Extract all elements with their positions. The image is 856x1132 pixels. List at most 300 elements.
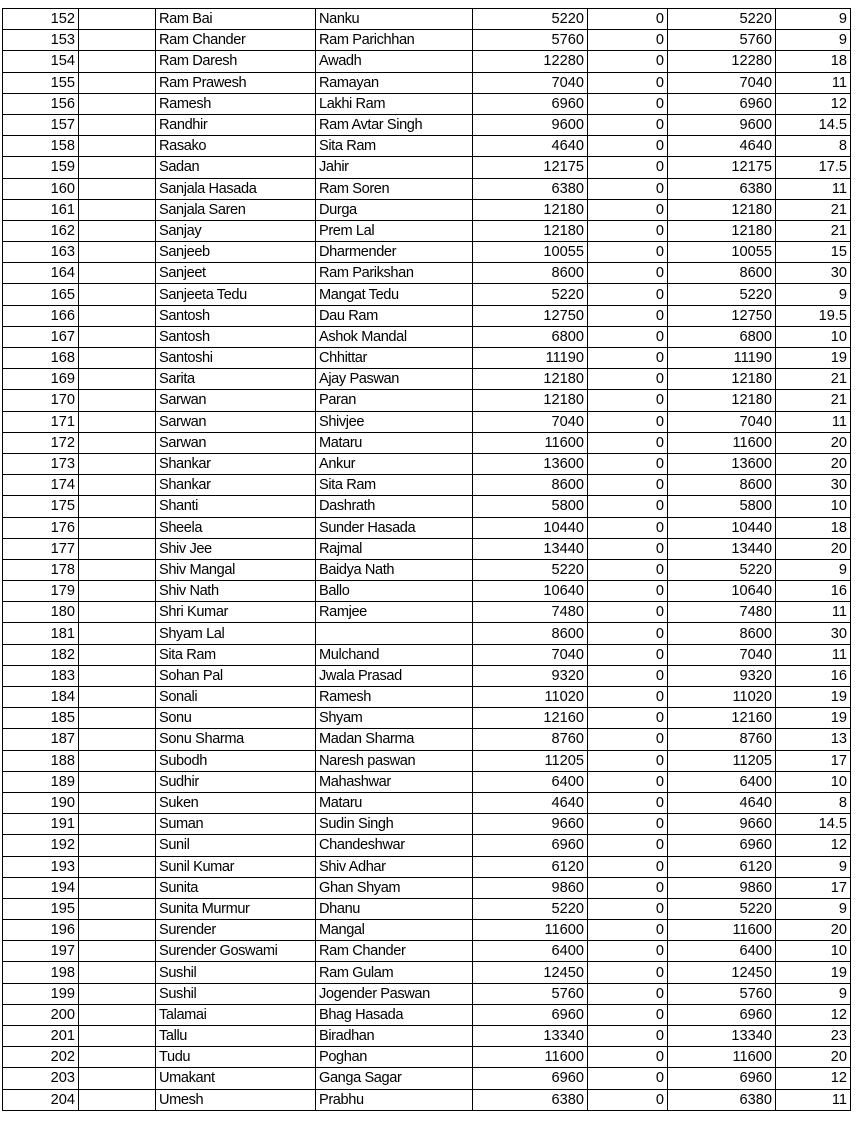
name-cell: Sanjeet <box>156 263 316 284</box>
father-name-cell: Ghan Shyam <box>316 877 473 898</box>
serial-no-cell: 184 <box>3 687 79 708</box>
father-name-cell: Mataru <box>316 432 473 453</box>
amount-cell: 9660 <box>473 814 588 835</box>
serial-no-cell: 203 <box>3 1068 79 1089</box>
table-row <box>3 326 851 347</box>
serial-no-cell: 192 <box>3 835 79 856</box>
table-row <box>3 517 851 538</box>
days-cell: 11 <box>776 178 851 199</box>
father-name-cell: Mataru <box>316 792 473 813</box>
table-row <box>3 30 851 51</box>
name-cell: Sarwan <box>156 432 316 453</box>
table-row <box>3 199 851 220</box>
days-cell: 9 <box>776 856 851 877</box>
table-row <box>3 390 851 411</box>
amount-cell: 12180 <box>473 369 588 390</box>
amount-cell: 12750 <box>473 305 588 326</box>
table-row <box>3 369 851 390</box>
blank-cell <box>79 136 156 157</box>
days-cell: 19 <box>776 348 851 369</box>
deduction-cell: 0 <box>588 157 668 178</box>
table-row <box>3 496 851 517</box>
name-cell: Tallu <box>156 1026 316 1047</box>
deduction-cell: 0 <box>588 1089 668 1110</box>
blank-cell <box>79 1068 156 1089</box>
blank-cell <box>79 263 156 284</box>
serial-no-cell: 187 <box>3 729 79 750</box>
table-body <box>3 9 851 1111</box>
net-amount-cell: 7040 <box>668 72 776 93</box>
blank-cell <box>79 517 156 538</box>
name-cell: Sonu <box>156 708 316 729</box>
days-cell: 10 <box>776 326 851 347</box>
days-cell: 16 <box>776 581 851 602</box>
days-cell: 9 <box>776 559 851 580</box>
days-cell: 8 <box>776 136 851 157</box>
blank-cell <box>79 941 156 962</box>
deduction-cell: 0 <box>588 114 668 135</box>
name-cell: Sunil <box>156 835 316 856</box>
amount-cell: 12450 <box>473 962 588 983</box>
amount-cell: 7040 <box>473 411 588 432</box>
name-cell: Sonali <box>156 687 316 708</box>
amount-cell: 12175 <box>473 157 588 178</box>
net-amount-cell: 5760 <box>668 983 776 1004</box>
deduction-cell: 0 <box>588 644 668 665</box>
blank-cell <box>79 792 156 813</box>
amount-cell: 8760 <box>473 729 588 750</box>
blank-cell <box>79 898 156 919</box>
father-name-cell: Shiv Adhar <box>316 856 473 877</box>
name-cell: Sunita Murmur <box>156 898 316 919</box>
serial-no-cell: 180 <box>3 602 79 623</box>
net-amount-cell: 6800 <box>668 326 776 347</box>
blank-cell <box>79 687 156 708</box>
table-row <box>3 729 851 750</box>
amount-cell: 6400 <box>473 941 588 962</box>
deduction-cell: 0 <box>588 962 668 983</box>
days-cell: 19.5 <box>776 305 851 326</box>
amount-cell: 8600 <box>473 623 588 644</box>
deduction-cell: 0 <box>588 708 668 729</box>
serial-no-cell: 188 <box>3 750 79 771</box>
blank-cell <box>79 305 156 326</box>
net-amount-cell: 6960 <box>668 1004 776 1025</box>
net-amount-cell: 12180 <box>668 220 776 241</box>
deduction-cell: 0 <box>588 284 668 305</box>
father-name-cell: Rajmal <box>316 538 473 559</box>
days-cell: 9 <box>776 9 851 30</box>
net-amount-cell: 6380 <box>668 178 776 199</box>
deduction-cell: 0 <box>588 602 668 623</box>
amount-cell: 11600 <box>473 920 588 941</box>
blank-cell <box>79 920 156 941</box>
table-row <box>3 962 851 983</box>
deduction-cell: 0 <box>588 136 668 157</box>
amount-cell: 5760 <box>473 30 588 51</box>
amount-cell: 12280 <box>473 51 588 72</box>
father-name-cell: Poghan <box>316 1047 473 1068</box>
net-amount-cell: 4640 <box>668 136 776 157</box>
name-cell: Rasako <box>156 136 316 157</box>
deduction-cell: 0 <box>588 305 668 326</box>
days-cell: 12 <box>776 93 851 114</box>
name-cell: Surender Goswami <box>156 941 316 962</box>
name-cell: Umakant <box>156 1068 316 1089</box>
table-row <box>3 178 851 199</box>
net-amount-cell: 8600 <box>668 475 776 496</box>
table-row <box>3 1004 851 1025</box>
name-cell: Surender <box>156 920 316 941</box>
name-cell: Randhir <box>156 114 316 135</box>
blank-cell <box>79 538 156 559</box>
amount-cell: 10440 <box>473 517 588 538</box>
father-name-cell: Naresh paswan <box>316 750 473 771</box>
serial-no-cell: 193 <box>3 856 79 877</box>
days-cell: 9 <box>776 898 851 919</box>
name-cell: Shyam Lal <box>156 623 316 644</box>
days-cell: 30 <box>776 475 851 496</box>
serial-no-cell: 161 <box>3 199 79 220</box>
deduction-cell: 0 <box>588 538 668 559</box>
amount-cell: 6960 <box>473 93 588 114</box>
name-cell: Sunil Kumar <box>156 856 316 877</box>
amount-cell: 11190 <box>473 348 588 369</box>
serial-no-cell: 185 <box>3 708 79 729</box>
serial-no-cell: 195 <box>3 898 79 919</box>
name-cell: Umesh <box>156 1089 316 1110</box>
father-name-cell: Sita Ram <box>316 475 473 496</box>
table-row <box>3 623 851 644</box>
blank-cell <box>79 665 156 686</box>
blank-cell <box>79 284 156 305</box>
deduction-cell: 0 <box>588 263 668 284</box>
days-cell: 23 <box>776 1026 851 1047</box>
blank-cell <box>79 432 156 453</box>
father-name-cell: Awadh <box>316 51 473 72</box>
blank-cell <box>79 581 156 602</box>
father-name-cell: Shyam <box>316 708 473 729</box>
amount-cell: 12180 <box>473 220 588 241</box>
table-row <box>3 920 851 941</box>
serial-no-cell: 196 <box>3 920 79 941</box>
amount-cell: 6960 <box>473 835 588 856</box>
serial-no-cell: 167 <box>3 326 79 347</box>
days-cell: 10 <box>776 771 851 792</box>
serial-no-cell: 164 <box>3 263 79 284</box>
father-name-cell: Prabhu <box>316 1089 473 1110</box>
father-name-cell: Ramesh <box>316 687 473 708</box>
days-cell: 12 <box>776 1004 851 1025</box>
blank-cell <box>79 602 156 623</box>
table-row <box>3 538 851 559</box>
deduction-cell: 0 <box>588 369 668 390</box>
deduction-cell: 0 <box>588 750 668 771</box>
blank-cell <box>79 326 156 347</box>
days-cell: 17.5 <box>776 157 851 178</box>
serial-no-cell: 155 <box>3 72 79 93</box>
table-row <box>3 1068 851 1089</box>
table-row <box>3 242 851 263</box>
name-cell: Suman <box>156 814 316 835</box>
days-cell: 20 <box>776 432 851 453</box>
blank-cell <box>79 453 156 474</box>
table-row <box>3 93 851 114</box>
name-cell: Ram Daresh <box>156 51 316 72</box>
serial-no-cell: 169 <box>3 369 79 390</box>
net-amount-cell: 6960 <box>668 1068 776 1089</box>
deduction-cell: 0 <box>588 517 668 538</box>
name-cell: Shanti <box>156 496 316 517</box>
father-name-cell: Dharmender <box>316 242 473 263</box>
table-row <box>3 51 851 72</box>
blank-cell <box>79 729 156 750</box>
blank-cell <box>79 30 156 51</box>
serial-no-cell: 197 <box>3 941 79 962</box>
amount-cell: 13340 <box>473 1026 588 1047</box>
amount-cell: 6380 <box>473 178 588 199</box>
serial-no-cell: 178 <box>3 559 79 580</box>
deduction-cell: 0 <box>588 920 668 941</box>
net-amount-cell: 12180 <box>668 199 776 220</box>
net-amount-cell: 6400 <box>668 771 776 792</box>
deduction-cell: 0 <box>588 1004 668 1025</box>
serial-no-cell: 174 <box>3 475 79 496</box>
father-name-cell: Biradhan <box>316 1026 473 1047</box>
deduction-cell: 0 <box>588 983 668 1004</box>
father-name-cell: Jogender Paswan <box>316 983 473 1004</box>
days-cell: 30 <box>776 263 851 284</box>
amount-cell: 9860 <box>473 877 588 898</box>
days-cell: 19 <box>776 687 851 708</box>
days-cell: 8 <box>776 792 851 813</box>
table-row <box>3 263 851 284</box>
father-name-cell: Dau Ram <box>316 305 473 326</box>
table-row <box>3 814 851 835</box>
blank-cell <box>79 496 156 517</box>
amount-cell: 5220 <box>473 284 588 305</box>
deduction-cell: 0 <box>588 729 668 750</box>
serial-no-cell: 156 <box>3 93 79 114</box>
amount-cell: 5220 <box>473 559 588 580</box>
name-cell: Santosh <box>156 326 316 347</box>
name-cell: Ram Chander <box>156 30 316 51</box>
deduction-cell: 0 <box>588 814 668 835</box>
serial-no-cell: 204 <box>3 1089 79 1110</box>
days-cell: 14.5 <box>776 814 851 835</box>
amount-cell: 11600 <box>473 1047 588 1068</box>
serial-no-cell: 160 <box>3 178 79 199</box>
amount-cell: 6400 <box>473 771 588 792</box>
deduction-cell: 0 <box>588 835 668 856</box>
serial-no-cell: 165 <box>3 284 79 305</box>
net-amount-cell: 10055 <box>668 242 776 263</box>
days-cell: 18 <box>776 51 851 72</box>
name-cell: Sunita <box>156 877 316 898</box>
net-amount-cell: 5220 <box>668 9 776 30</box>
serial-no-cell: 198 <box>3 962 79 983</box>
days-cell: 13 <box>776 729 851 750</box>
net-amount-cell: 8600 <box>668 623 776 644</box>
net-amount-cell: 6120 <box>668 856 776 877</box>
blank-cell <box>79 348 156 369</box>
deduction-cell: 0 <box>588 665 668 686</box>
deduction-cell: 0 <box>588 581 668 602</box>
serial-no-cell: 158 <box>3 136 79 157</box>
table-row <box>3 665 851 686</box>
blank-cell <box>79 390 156 411</box>
father-name-cell: Paran <box>316 390 473 411</box>
blank-cell <box>79 644 156 665</box>
blank-cell <box>79 93 156 114</box>
amount-cell: 7480 <box>473 602 588 623</box>
serial-no-cell: 189 <box>3 771 79 792</box>
table-row <box>3 1047 851 1068</box>
deduction-cell: 0 <box>588 93 668 114</box>
net-amount-cell: 9660 <box>668 814 776 835</box>
days-cell: 9 <box>776 284 851 305</box>
days-cell: 11 <box>776 72 851 93</box>
deduction-cell: 0 <box>588 199 668 220</box>
net-amount-cell: 7040 <box>668 644 776 665</box>
net-amount-cell: 13600 <box>668 453 776 474</box>
deduction-cell: 0 <box>588 877 668 898</box>
net-amount-cell: 5760 <box>668 30 776 51</box>
days-cell: 19 <box>776 962 851 983</box>
blank-cell <box>79 1047 156 1068</box>
table-row <box>3 750 851 771</box>
name-cell: Suken <box>156 792 316 813</box>
name-cell: Sushil <box>156 983 316 1004</box>
amount-cell: 6800 <box>473 326 588 347</box>
deduction-cell: 0 <box>588 220 668 241</box>
net-amount-cell: 4640 <box>668 792 776 813</box>
blank-cell <box>79 708 156 729</box>
deduction-cell: 0 <box>588 475 668 496</box>
amount-cell: 11020 <box>473 687 588 708</box>
blank-cell <box>79 983 156 1004</box>
net-amount-cell: 6960 <box>668 835 776 856</box>
serial-no-cell: 159 <box>3 157 79 178</box>
table-row <box>3 708 851 729</box>
table-row <box>3 559 851 580</box>
blank-cell <box>79 1004 156 1025</box>
father-name-cell: Sita Ram <box>316 136 473 157</box>
name-cell: Sadan <box>156 157 316 178</box>
days-cell: 18 <box>776 517 851 538</box>
blank-cell <box>79 559 156 580</box>
net-amount-cell: 6400 <box>668 941 776 962</box>
father-name-cell: Jwala Prasad <box>316 665 473 686</box>
serial-no-cell: 173 <box>3 453 79 474</box>
net-amount-cell: 11020 <box>668 687 776 708</box>
net-amount-cell: 11600 <box>668 432 776 453</box>
name-cell: Ram Prawesh <box>156 72 316 93</box>
serial-no-cell: 171 <box>3 411 79 432</box>
name-cell: Santoshi <box>156 348 316 369</box>
deduction-cell: 0 <box>588 856 668 877</box>
blank-cell <box>79 199 156 220</box>
name-cell: Sanjala Hasada <box>156 178 316 199</box>
net-amount-cell: 12175 <box>668 157 776 178</box>
deduction-cell: 0 <box>588 411 668 432</box>
table-row <box>3 581 851 602</box>
days-cell: 19 <box>776 708 851 729</box>
amount-cell: 13440 <box>473 538 588 559</box>
deduction-cell: 0 <box>588 432 668 453</box>
name-cell: Shiv Jee <box>156 538 316 559</box>
table-row <box>3 1089 851 1110</box>
table-row <box>3 136 851 157</box>
father-name-cell: Lakhi Ram <box>316 93 473 114</box>
days-cell: 12 <box>776 835 851 856</box>
deduction-cell: 0 <box>588 559 668 580</box>
blank-cell <box>79 1026 156 1047</box>
days-cell: 17 <box>776 877 851 898</box>
name-cell: Sudhir <box>156 771 316 792</box>
blank-cell <box>79 369 156 390</box>
name-cell: Sarwan <box>156 411 316 432</box>
blank-cell <box>79 623 156 644</box>
days-cell: 21 <box>776 199 851 220</box>
days-cell: 20 <box>776 920 851 941</box>
amount-cell: 5220 <box>473 898 588 919</box>
net-amount-cell: 5220 <box>668 559 776 580</box>
name-cell: Shankar <box>156 453 316 474</box>
name-cell: Santosh <box>156 305 316 326</box>
amount-cell: 6380 <box>473 1089 588 1110</box>
serial-no-cell: 177 <box>3 538 79 559</box>
table-row <box>3 941 851 962</box>
father-name-cell: Shivjee <box>316 411 473 432</box>
serial-no-cell: 172 <box>3 432 79 453</box>
father-name-cell: Prem Lal <box>316 220 473 241</box>
blank-cell <box>79 72 156 93</box>
table-row <box>3 453 851 474</box>
father-name-cell: Mangal <box>316 920 473 941</box>
table-row <box>3 856 851 877</box>
deduction-cell: 0 <box>588 792 668 813</box>
blank-cell <box>79 814 156 835</box>
table-row <box>3 348 851 369</box>
serial-no-cell: 154 <box>3 51 79 72</box>
deduction-cell: 0 <box>588 30 668 51</box>
name-cell: Sarwan <box>156 390 316 411</box>
blank-cell <box>79 178 156 199</box>
name-cell: Ramesh <box>156 93 316 114</box>
data-table <box>2 8 851 1111</box>
amount-cell: 5220 <box>473 9 588 30</box>
table-row <box>3 771 851 792</box>
days-cell: 9 <box>776 30 851 51</box>
net-amount-cell: 12180 <box>668 369 776 390</box>
days-cell: 12 <box>776 1068 851 1089</box>
deduction-cell: 0 <box>588 941 668 962</box>
days-cell: 9 <box>776 983 851 1004</box>
name-cell: Sheela <box>156 517 316 538</box>
serial-no-cell: 163 <box>3 242 79 263</box>
days-cell: 14.5 <box>776 114 851 135</box>
net-amount-cell: 12160 <box>668 708 776 729</box>
father-name-cell: Dhanu <box>316 898 473 919</box>
days-cell: 30 <box>776 623 851 644</box>
days-cell: 21 <box>776 369 851 390</box>
father-name-cell: Ajay Paswan <box>316 369 473 390</box>
father-name-cell: Mulchand <box>316 644 473 665</box>
amount-cell: 6120 <box>473 856 588 877</box>
serial-no-cell: 175 <box>3 496 79 517</box>
father-name-cell: Ram Gulam <box>316 962 473 983</box>
